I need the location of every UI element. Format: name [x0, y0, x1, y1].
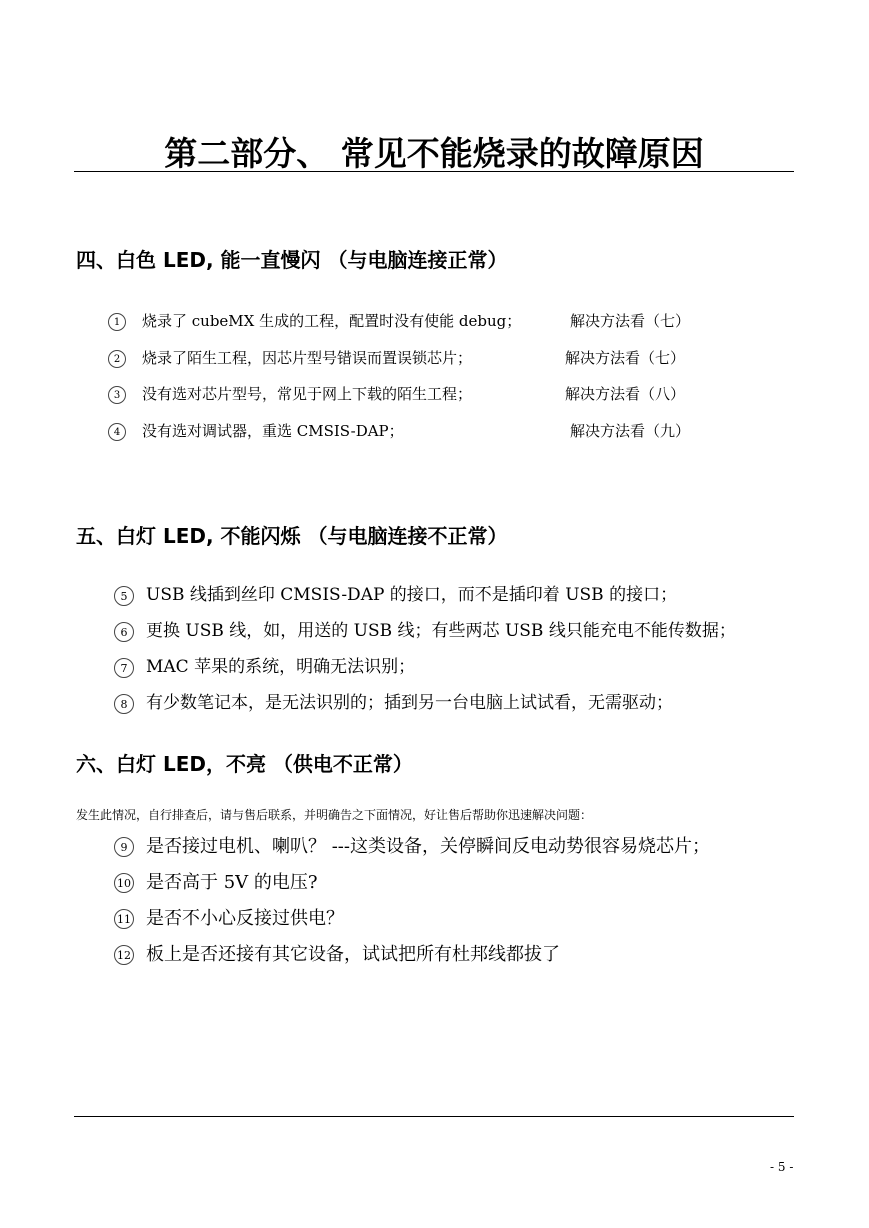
item-text: 更换 USB 线，如，用送的 USB 线；有些两芯 USB 线只能充电不能传数据；	[146, 621, 736, 641]
section-4-heading: 四、白色 LED, 能一直慢闪 （与电脑连接正常）	[76, 248, 508, 272]
section-6-note: 发生此情况，自行排查后，请与售后联系，并明确告之下面情况，好让售后帮助你迅速解决问题：	[76, 808, 593, 822]
circled-number: 12	[114, 945, 134, 965]
list-item	[108, 310, 691, 347]
circled-number: 10	[114, 873, 134, 893]
item-text: 烧录了陌生工程，因芯片型号错误而置误锁芯片；	[142, 348, 473, 367]
item-text: 有少数笔记本，是无法识别的；插到另一台电脑上试试看，无需驱动；	[146, 693, 673, 713]
list-item	[114, 655, 736, 691]
item-text: MAC 苹果的系统，明确无法识别；	[146, 657, 416, 677]
item-text: 板上是否还接有其它设备，试试把所有杜邦线都拔了	[146, 944, 560, 965]
circled-number: 1	[108, 313, 126, 331]
circled-number: 6	[114, 622, 134, 642]
circled-number: 5	[114, 586, 134, 606]
item-text: 没有选对芯片型号，常见于网上下载的陌生工程；	[142, 385, 473, 403]
circled-number: 7	[114, 658, 134, 678]
section-6-list	[114, 834, 710, 978]
section-5-list	[114, 583, 736, 727]
solution-text: 解决方法看（九）	[570, 421, 691, 440]
circled-number: 3	[108, 386, 126, 404]
section-6-heading: 六、白灯 LED，不亮 （供电不正常）	[76, 752, 413, 776]
page-title: 第二部分、 常见不能烧录的故障原因	[164, 134, 704, 173]
list-item	[114, 583, 736, 619]
list-item	[114, 870, 710, 906]
circled-number: 2	[108, 350, 126, 368]
circled-number: 11	[114, 909, 134, 929]
list-item	[114, 691, 736, 727]
footer-rule	[74, 1116, 794, 1117]
list-item	[114, 942, 710, 978]
section-5-heading: 五、白灯 LED, 不能闪烁 （与电脑连接不正常）	[76, 524, 508, 548]
solution-text: 解决方法看（七）	[565, 348, 686, 367]
circled-number: 4	[108, 423, 126, 441]
item-text: 烧录了 cubeMX 生成的工程，配置时没有使能 debug；	[142, 312, 522, 330]
list-item	[108, 347, 686, 384]
item-text: 是否高于 5V 的电压?	[146, 872, 318, 893]
page-number: - 5 -	[770, 1160, 794, 1174]
list-item	[114, 906, 710, 942]
item-text: 没有选对调试器，重选 CMSIS-DAP；	[142, 421, 404, 440]
list-item	[114, 834, 710, 870]
header-rule	[74, 171, 794, 172]
list-item	[108, 420, 691, 457]
item-text: 是否不小心反接过供电？	[146, 908, 344, 929]
item-text: USB 线插到丝印 CMSIS-DAP 的接口，而不是插印着 USB 的接口；	[146, 585, 678, 605]
section-4-list	[108, 310, 691, 456]
solution-text: 解决方法看（八）	[565, 385, 686, 403]
list-item	[108, 383, 686, 420]
circled-number: 8	[114, 694, 134, 714]
circled-number: 9	[114, 837, 134, 857]
solution-text: 解决方法看（七）	[570, 312, 691, 330]
list-item	[114, 619, 736, 655]
item-text: 是否接过电机、喇叭？ ---这类设备，关停瞬间反电动势很容易烧芯片；	[146, 836, 710, 857]
